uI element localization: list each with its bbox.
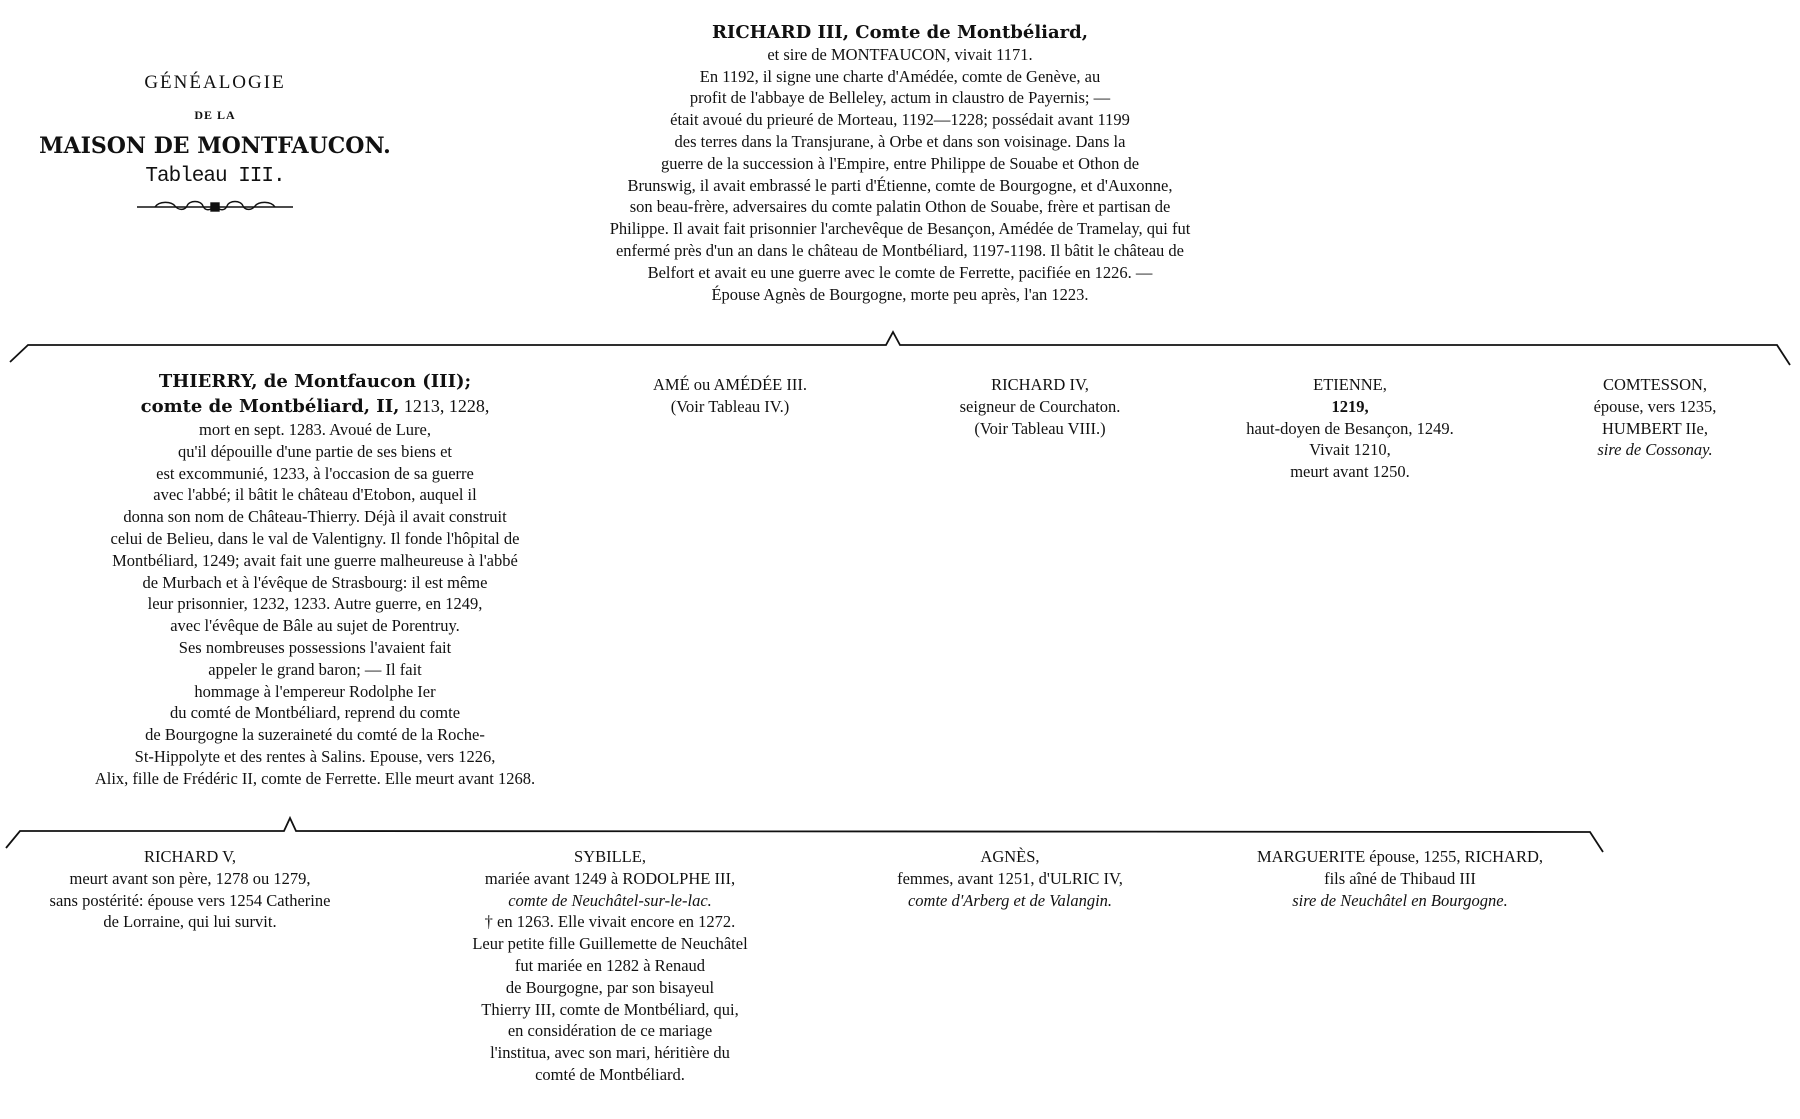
text-line: mariée avant 1249 à RODOLPHE III, (484, 868, 736, 888)
thierry-heading-2-bold: comte de Montbéliard, II, (140, 396, 400, 417)
text-line: épouse, vers 1235, (1593, 396, 1717, 416)
text-line: fils aîné de Thibaud III (1324, 868, 1476, 888)
ame-see-table-link: (Voir Tableau IV.) (670, 396, 790, 416)
text-line: profit de l'abbaye de Belleley, actum in claustro de Payernis; — (689, 88, 1111, 108)
title-genealogie: GÉNÉALOGIE (144, 72, 286, 93)
richard-iv-heading: RICHARD IV, (991, 375, 1089, 394)
text-line: Vivait 1210, (1309, 440, 1391, 460)
title-de-la: DE LA (194, 108, 236, 122)
text-line: hommage à l'empereur Rodolphe Ier (194, 681, 436, 701)
person-comtesson (1530, 374, 1780, 461)
person-marguerite (1200, 846, 1600, 911)
text-line: meurt avant 1250. (1290, 462, 1410, 482)
text-line: appeler le grand baron; — Il fait (208, 659, 422, 679)
text-line: avec l'abbé; il bâtit le château d'Etobon, auquel il (153, 485, 477, 505)
richard-v-heading: RICHARD V, (144, 847, 236, 866)
person-richard-iii (490, 22, 1310, 305)
text-line: haut-doyen de Besançon, 1249. (1246, 418, 1454, 438)
text-line: sire de Cossonay. (1597, 440, 1713, 460)
text-line: du comté de Montbéliard, reprend du comte (169, 703, 461, 723)
thierry-heading-1: THIERRY, de Montfaucon (III); (158, 371, 472, 392)
text-line: Belfort et avait eu une guerre avec le comte de Ferrette, pacifiée en 1226. — (647, 262, 1153, 282)
text-line: Leur petite fille Guillemette de Neuchâtel (472, 934, 748, 954)
ame-heading: AMÉ ou AMÉDÉE III. (653, 375, 807, 394)
text-line: de Bourgogne la suzeraineté du comté de la Roche- (145, 725, 485, 745)
text-line: meurt avant son père, 1278 ou 1279, (69, 868, 311, 888)
text-line: de Murbach et à l'évêque de Strasbourg: il est même (142, 572, 488, 592)
person-etienne (1200, 374, 1500, 483)
text-line: † en 1263. Elle vivait encore en 1272. (484, 912, 736, 932)
text-line: fut mariée en 1282 à Renaud (514, 955, 706, 975)
person-ame (620, 374, 840, 418)
text-line: Philippe. Il avait fait prisonnier l'archevêque de Besançon, Amédée de Tramelay, qui fut (609, 219, 1191, 239)
richard-iv-see-table-link: (Voir Tableau VIII.) (974, 418, 1106, 438)
text-line: des terres dans la Transjurane, à Orbe et dans son voisinage. Dans la (674, 131, 1126, 151)
text-line: guerre de la succession à l'Empire, entre Philippe de Souabe et Othon de (660, 153, 1140, 173)
text-line: comté de Montbéliard. (535, 1064, 685, 1084)
text-line: Montbéliard, 1249; avait fait une guerre malheureuse à l'abbé (112, 550, 518, 570)
person-richard-v (0, 846, 380, 933)
text-line: était avoué du prieuré de Morteau, 1192—1228; possédait avant 1199 (670, 110, 1130, 130)
richard-iii-heading: RICHARD III, Comte de Montbéliard, (711, 22, 1089, 43)
text-line: son beau-frère, adversaires du comte palatin Othon de Souabe, frère et partisan de (629, 197, 1171, 217)
text-line: Brunswig, il avait embrassé le parti d'Étienne, comte de Bourgogne, et d'Auxonne, (627, 175, 1173, 195)
text-line: l'institua, avec son mari, héritière du (490, 1043, 730, 1063)
person-sybille (400, 846, 820, 1086)
text-line: enfermé près d'un an dans le château de Montbéliard, 1197-1198. Il bâtit le château de (615, 240, 1185, 260)
sybille-heading: SYBILLE, (574, 847, 646, 866)
text-line: leur prisonnier, 1232, 1233. Autre guerre, en 1249, (147, 594, 483, 614)
marguerite-heading: MARGUERITE épouse, 1255, RICHARD, (1257, 847, 1543, 866)
text-line: avec l'évêque de Bâle au sujet de Porentruy. (170, 616, 460, 636)
text-line: en considération de ce mariage (507, 1021, 713, 1041)
text-line: femmes, avant 1251, d'ULRIC IV, (897, 868, 1123, 888)
text-line: celui de Belieu, dans le val de Valentigny. Il fonde l'hôpital de (110, 528, 520, 548)
text-line: Thierry III, comte de Montbéliard, qui, (481, 999, 739, 1019)
text-line: comte d'Arberg et de Valangin. (907, 890, 1113, 910)
person-agnes (840, 846, 1180, 911)
text-line: et sire de MONTFAUCON, vivait 1171. (767, 44, 1033, 64)
title-block (20, 70, 410, 214)
text-line: Ses nombreuses possessions l'avaient fait (178, 637, 452, 657)
text-line: Alix, fille de Frédéric II, comte de Ferrette. Elle meurt avant 1268. (94, 768, 536, 788)
person-richard-iv (900, 374, 1180, 439)
text-line: est excommunié, 1233, à l'occasion de sa guerre (156, 463, 474, 483)
text-line: comte de Neuchâtel-sur-le-lac. (508, 890, 712, 910)
text-line: 1219, (1331, 396, 1369, 416)
person-thierry (20, 370, 610, 790)
text-line: qu'il dépouille d'une partie de ses biens et (178, 441, 452, 461)
text-line: de Bourgogne, par son bisayeul (505, 977, 715, 997)
text-line: seigneur de Courchaton. (959, 396, 1121, 416)
text-line: Épouse Agnès de Bourgogne, morte peu après, l'an 1223. (711, 284, 1089, 304)
text-line: En 1192, il signe une charte d'Amédée, comte de Genève, au (699, 66, 1101, 86)
comtesson-heading: COMTESSON, (1602, 375, 1708, 394)
title-tableau: Tableau III. (145, 165, 285, 188)
etienne-heading: ETIENNE, (1313, 375, 1387, 394)
thierry-heading-2-dates: 1213, 1228, (399, 396, 490, 416)
title-maison: MAISON DE MONTFAUCON. (39, 133, 391, 159)
thierry-heading-2 (20, 394, 610, 419)
text-line: sans postérité: épouse vers 1254 Catherine (49, 890, 331, 910)
text-line: donna son nom de Château-Thierry. Déjà il avait construit (123, 507, 507, 527)
text-line: St-Hippolyte et des rentes à Salins. Epouse, vers 1226, (134, 746, 496, 766)
agnes-heading: AGNÈS, (980, 847, 1040, 866)
text-line: de Lorraine, qui lui survit. (103, 912, 277, 932)
text-line: mort en sept. 1283. Avoué de Lure, (198, 420, 431, 439)
scroll-ornament-icon (135, 198, 295, 214)
text-line: sire de Neuchâtel en Bourgogne. (1292, 890, 1508, 910)
text-line: HUMBERT IIe, (1602, 418, 1708, 438)
